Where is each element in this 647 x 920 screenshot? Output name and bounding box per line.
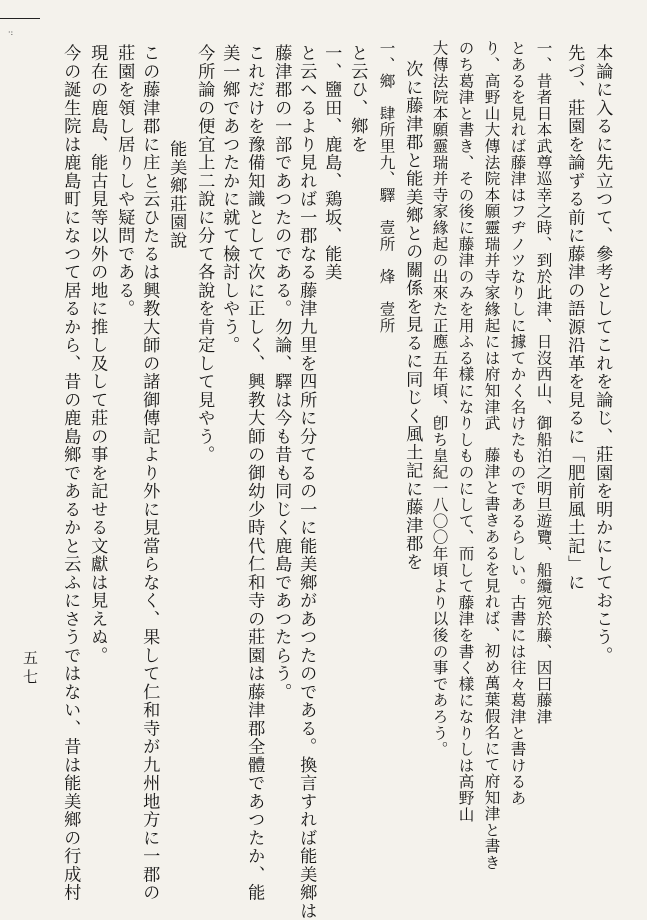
text-column-14: これだけを豫備知識として次に正しく、興教大師の御幼少時代仁和寺の莊園は藤津郡全體であつたか、能 [244, 44, 265, 902]
text-column-18: この藤津郡に庄と云ひたるは興教大師の諸御傳記より外に見當らなく、果して仁和寺が九州地方に一郡の [139, 44, 160, 902]
section-heading: 能美鄉莊園說 [166, 140, 187, 250]
corner-mark [0, 18, 40, 19]
text-column-19: 莊園を領し居りしや疑問である。 [114, 44, 135, 318]
page-number: 五七 [21, 650, 39, 688]
text-column-1: 本論に入るに先立つて、參考としてこれを論じ、莊園を明かにしておこう。 [592, 44, 613, 665]
text-column-2: 先づ、莊園を論ずる前に藤津の語源沿革を見るに「肥前風土記」に [564, 44, 585, 592]
text-column-15: 美一鄉であつたかに就て檢討しやう。 [219, 44, 240, 355]
text-column-10: と云ひ、鄉を [347, 44, 368, 154]
text-column-9: 一、鄉 肆所里九、驛 壹所 烽 壹所 [377, 40, 396, 334]
text-column-20: 現在の鹿島、能古見等以外の地に推し及して莊の事を記せる文獻は見えぬ。 [87, 44, 108, 665]
text-column-7: 大傳法院本願靈瑞并寺家緣起の出來た正應五年頃、卽ち皇紀一八〇〇年頃より以後の事であろう。 [430, 40, 449, 758]
text-column-6: のち葛津と書き、その後に藤津のみを用ふる樣になりしものにして、而して藤津を書く樣になりしは高野山 [456, 40, 475, 823]
text-column-5: り、高野山大傳法院本願靈瑞并寺家緣起には府知津武ᅟ藤津と書きあるを見れば、初め萬葉假名にて府知津と書き [482, 40, 501, 871]
text-column-12: と云へるより見れば一郡なる藤津九里を四所に分てるの一に能美鄉があつたのである。換言すれば能美鄉は [296, 44, 317, 920]
text-column-16: 今所論の便宜上二說に分て各說を肯定して見やう。 [194, 44, 215, 464]
text-column-13: 藤津郡の一部であつたのである。勿論、驛は今も昔も同じく鹿島であつたらう。 [271, 44, 292, 701]
corner-dots: ·: [8, 28, 14, 37]
text-column-21: 今の誕生院は鹿島町になつて居るから、昔の鹿島鄉であるかと云ふにさうではない、昔は能美鄉の行成村 [60, 44, 81, 902]
text-column-4: とあるを見れば藤津はフヂノツなりしに據てかく名けたものであるらしい。古書には往々葛津と書けるあ [508, 40, 527, 807]
text-column-3: 一、昔者日本武尊巡幸之時、到於此津、日沒西山、御船泊之明旦遊覽、船纜宛於藤、因曰藤津 [534, 40, 553, 725]
text-column-11: 一、鹽田、鹿島、鶏坂、能美 [321, 44, 342, 282]
text-column-8: 次に藤津郡と能美鄉との關係を見るに同じく風土記に藤津郡を [402, 60, 423, 571]
